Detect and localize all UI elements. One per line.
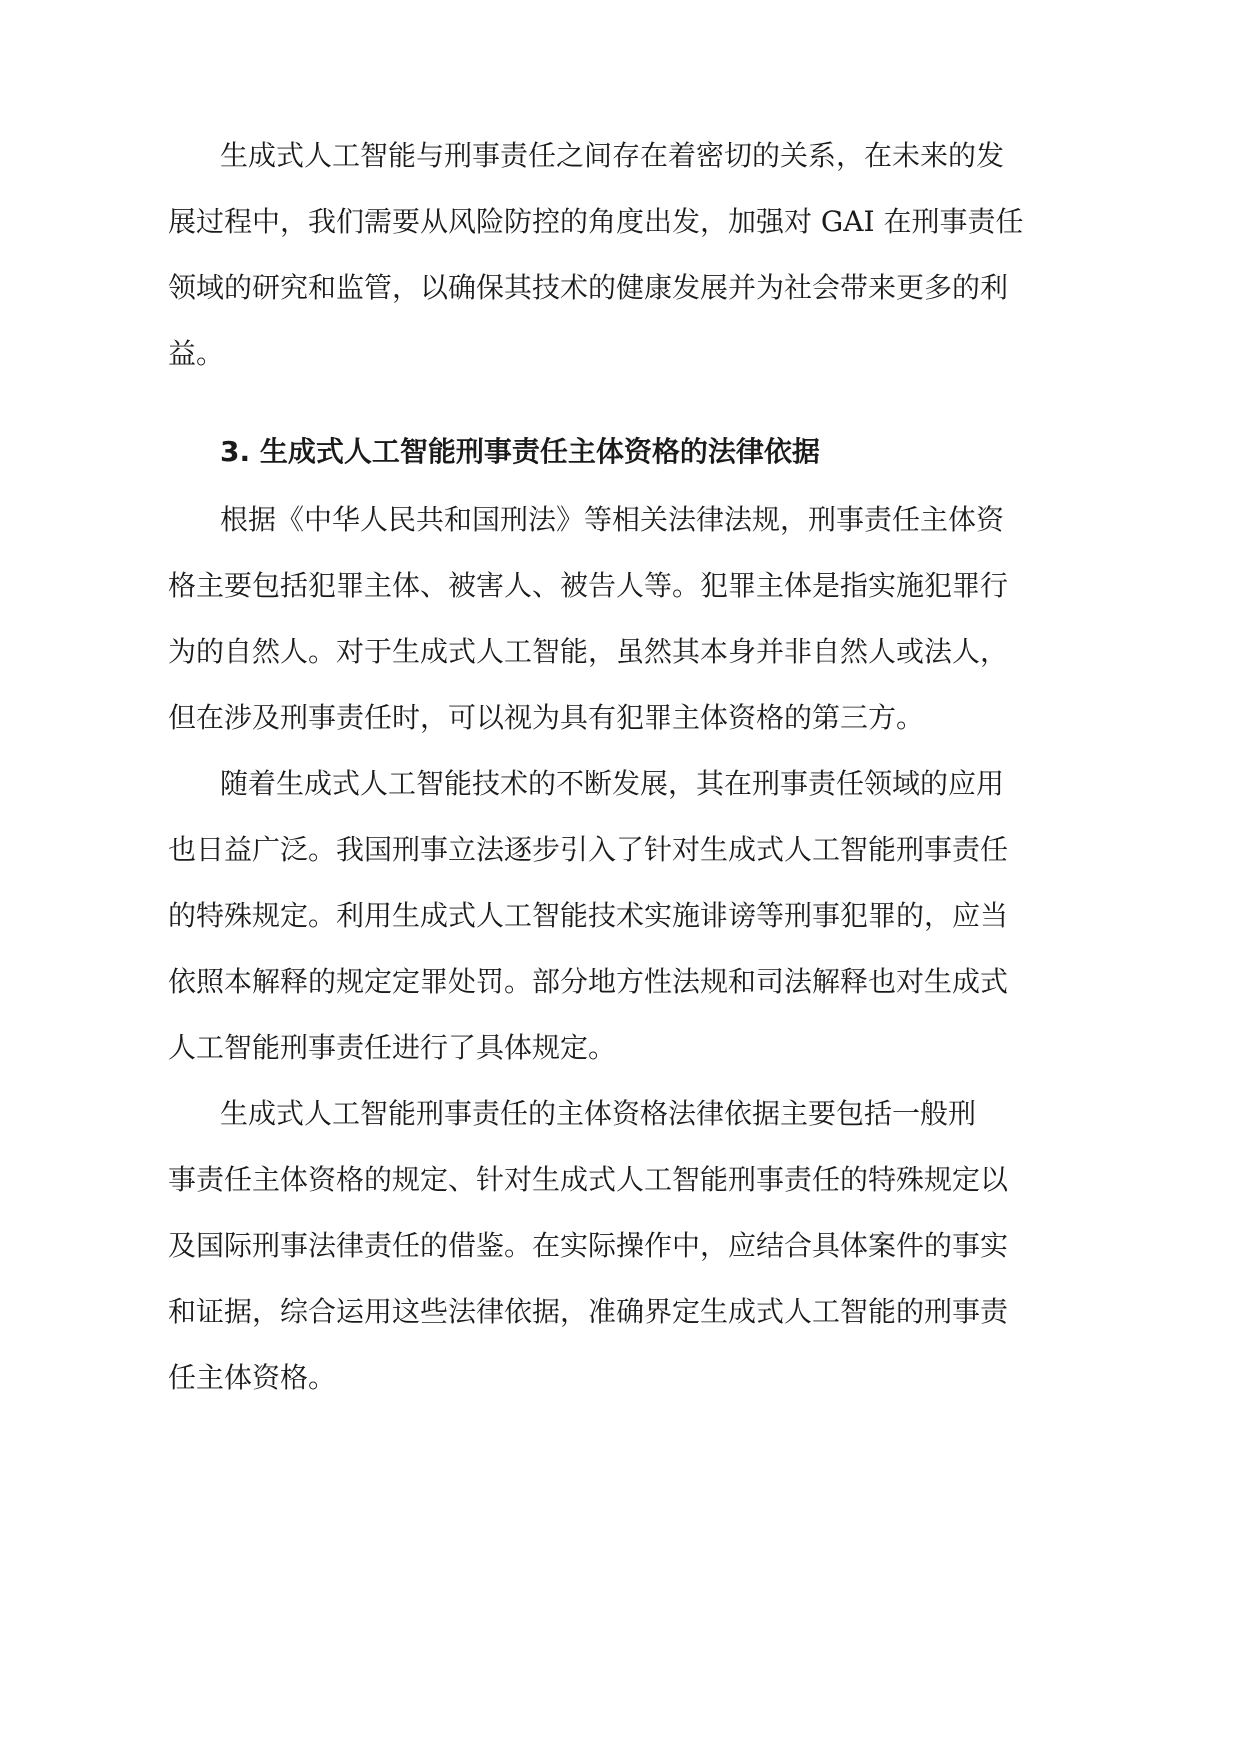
paragraph-line: 为的自然人。对于生成式人工智能，虽然其本身并非自然人或法人， <box>168 635 1009 668</box>
section-heading: 3. 生成式人工智能刑事责任主体资格的法律依据 <box>220 435 820 468</box>
paragraph-line: 领域的研究和监管，以确保其技术的健康发展并为社会带来更多的利 <box>168 271 1009 304</box>
paragraph-line: 人工智能刑事责任进行了具体规定。 <box>168 1031 617 1064</box>
paragraph-line: 格主要包括犯罪主体、被害人、被告人等。犯罪主体是指实施犯罪行 <box>168 569 1009 602</box>
paragraph-line: 生成式人工智能刑事责任的主体资格法律依据主要包括一般刑 <box>220 1097 977 1130</box>
paragraph-line: 展过程中，我们需要从风险防控的角度出发，加强对 GAI 在刑事责任 <box>168 205 1024 238</box>
paragraph-line: 的特殊规定。利用生成式人工智能技术实施诽谤等刑事犯罪的，应当 <box>168 899 1009 932</box>
paragraph-line: 事责任主体资格的规定、针对生成式人工智能刑事责任的特殊规定以 <box>168 1163 1009 1196</box>
paragraph-line: 也日益广泛。我国刑事立法逐步引入了针对生成式人工智能刑事责任 <box>168 833 1009 866</box>
paragraph-line: 依照本解释的规定定罪处罚。部分地方性法规和司法解释也对生成式 <box>168 965 1009 998</box>
paragraph-line: 益。 <box>168 337 225 370</box>
paragraph-line: 及国际刑事法律责任的借鉴。在实际操作中，应结合具体案件的事实 <box>168 1229 1009 1262</box>
paragraph-line: 生成式人工智能与刑事责任之间存在着密切的关系，在未来的发 <box>220 139 1005 172</box>
paragraph-line: 根据《中华人民共和国刑法》等相关法律法规，刑事责任主体资 <box>220 503 1005 536</box>
paragraph-line: 任主体资格。 <box>168 1361 337 1394</box>
paragraph-line: 和证据，综合运用这些法律依据，准确界定生成式人工智能的刑事责 <box>168 1295 1009 1328</box>
paragraph-line: 随着生成式人工智能技术的不断发展，其在刑事责任领域的应用 <box>220 767 1005 800</box>
paragraph-line: 但在涉及刑事责任时，可以视为具有犯罪主体资格的第三方。 <box>168 701 925 734</box>
